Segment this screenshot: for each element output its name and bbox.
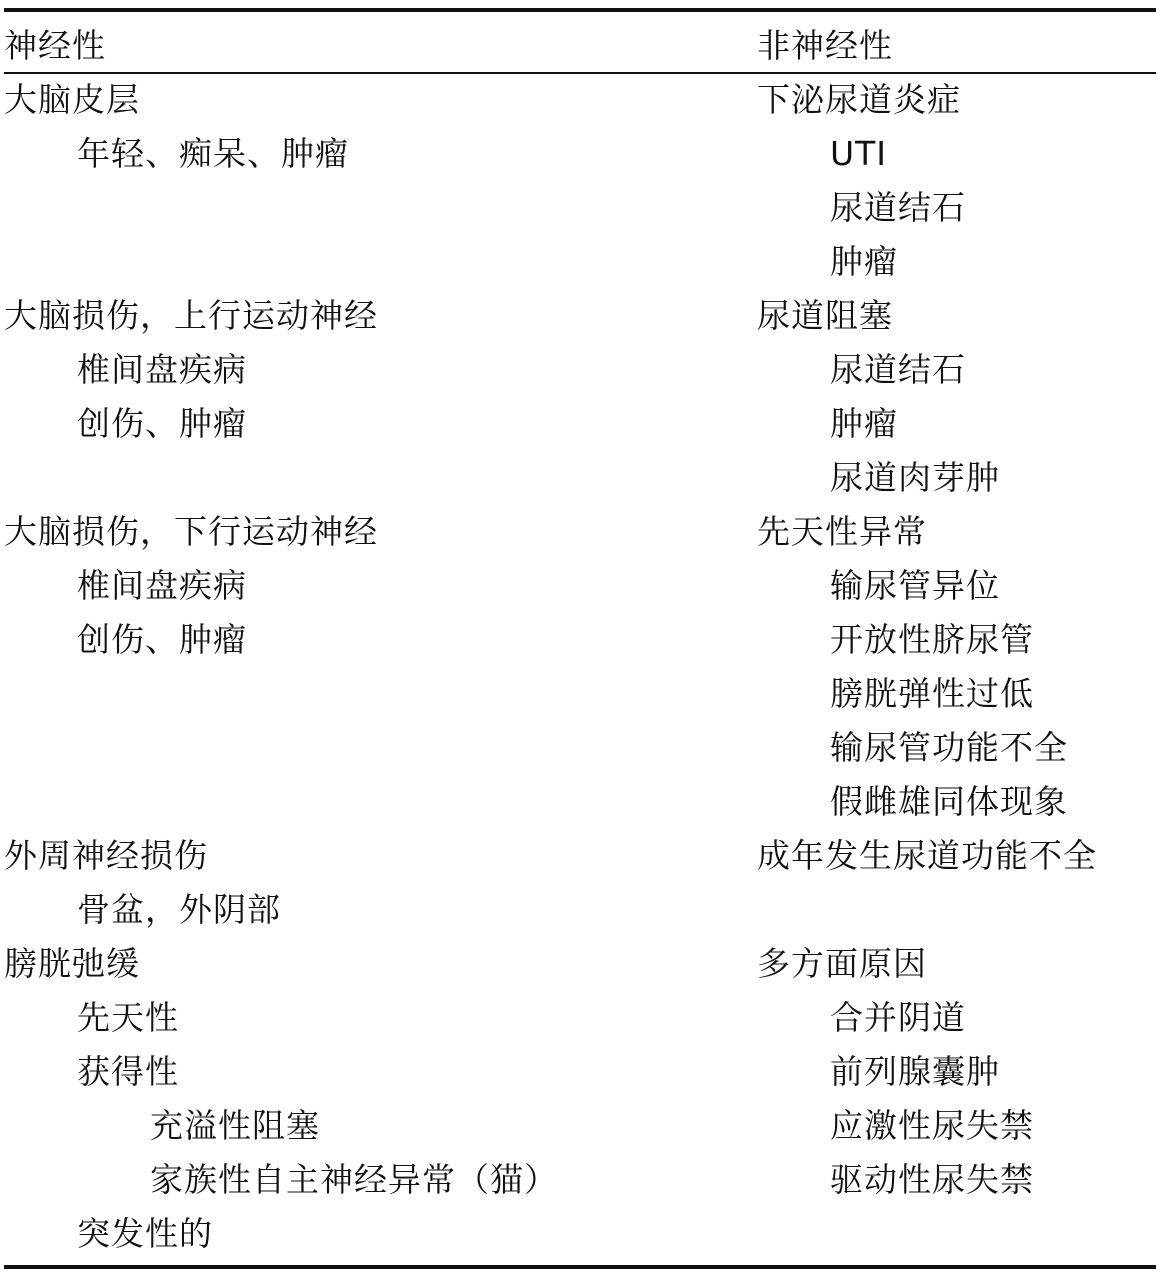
- header-non-neurogenic: 非神经性: [757, 26, 893, 65]
- non-neurogenic-cell: 尿道肉芽肿: [830, 458, 1000, 497]
- neurogenic-cell: 充溢性阻塞: [150, 1106, 320, 1145]
- non-neurogenic-cell: 应激性尿失禁: [830, 1106, 1034, 1145]
- non-neurogenic-cell: 膀胱弹性过低: [830, 674, 1034, 713]
- non-neurogenic-cell: 假雌雄同体现象: [830, 782, 1068, 821]
- non-neurogenic-cell: 输尿管异位: [830, 566, 1000, 605]
- neurogenic-cell: 家族性自主神经异常（猫）: [150, 1160, 558, 1199]
- non-neurogenic-cell: 肿瘤: [830, 242, 898, 281]
- non-neurogenic-cell: 尿道阻塞: [757, 296, 893, 335]
- table-top-rule: [4, 8, 1156, 12]
- non-neurogenic-cell: 先天性异常: [757, 512, 927, 551]
- table-header-rule: [4, 72, 1156, 74]
- neurogenic-cell: 创伤、肿瘤: [77, 620, 247, 659]
- neurogenic-cell: 大脑损伤，下行运动神经: [4, 512, 378, 551]
- neurogenic-cell: 外周神经损伤: [4, 836, 208, 875]
- neurogenic-cell: 创伤、肿瘤: [77, 404, 247, 443]
- neurogenic-cell: 获得性: [77, 1052, 179, 1091]
- non-neurogenic-cell: 驱动性尿失禁: [830, 1160, 1034, 1199]
- non-neurogenic-cell: UTI: [830, 134, 888, 173]
- non-neurogenic-cell: 合并阴道: [830, 998, 966, 1037]
- non-neurogenic-cell: 成年发生尿道功能不全: [757, 836, 1097, 875]
- non-neurogenic-cell: 肿瘤: [830, 404, 898, 443]
- non-neurogenic-cell: 前列腺囊肿: [830, 1052, 1000, 1091]
- neurogenic-cell: 突发性的: [77, 1214, 213, 1253]
- neurogenic-cell: 大脑损伤，上行运动神经: [4, 296, 378, 335]
- neurogenic-cell: 膀胱弛缓: [4, 944, 140, 983]
- non-neurogenic-cell: 尿道结石: [830, 188, 966, 227]
- neurogenic-cell: 椎间盘疾病: [77, 566, 247, 605]
- non-neurogenic-cell: 开放性脐尿管: [830, 620, 1034, 659]
- non-neurogenic-cell: 下泌尿道炎症: [757, 80, 961, 119]
- neurogenic-cell: 骨盆，外阴部: [77, 890, 281, 929]
- neurogenic-cell: 先天性: [77, 998, 179, 1037]
- neurogenic-cell: 椎间盘疾病: [77, 350, 247, 389]
- neurogenic-cell: 大脑皮层: [4, 80, 140, 119]
- header-neurogenic: 神经性: [4, 26, 106, 65]
- non-neurogenic-cell: 输尿管功能不全: [830, 728, 1068, 767]
- non-neurogenic-cell: 多方面原因: [757, 944, 927, 983]
- neurogenic-cell: 年轻、痴呆、肿瘤: [77, 134, 349, 173]
- non-neurogenic-cell: 尿道结石: [830, 350, 966, 389]
- table-bottom-rule: [4, 1265, 1156, 1269]
